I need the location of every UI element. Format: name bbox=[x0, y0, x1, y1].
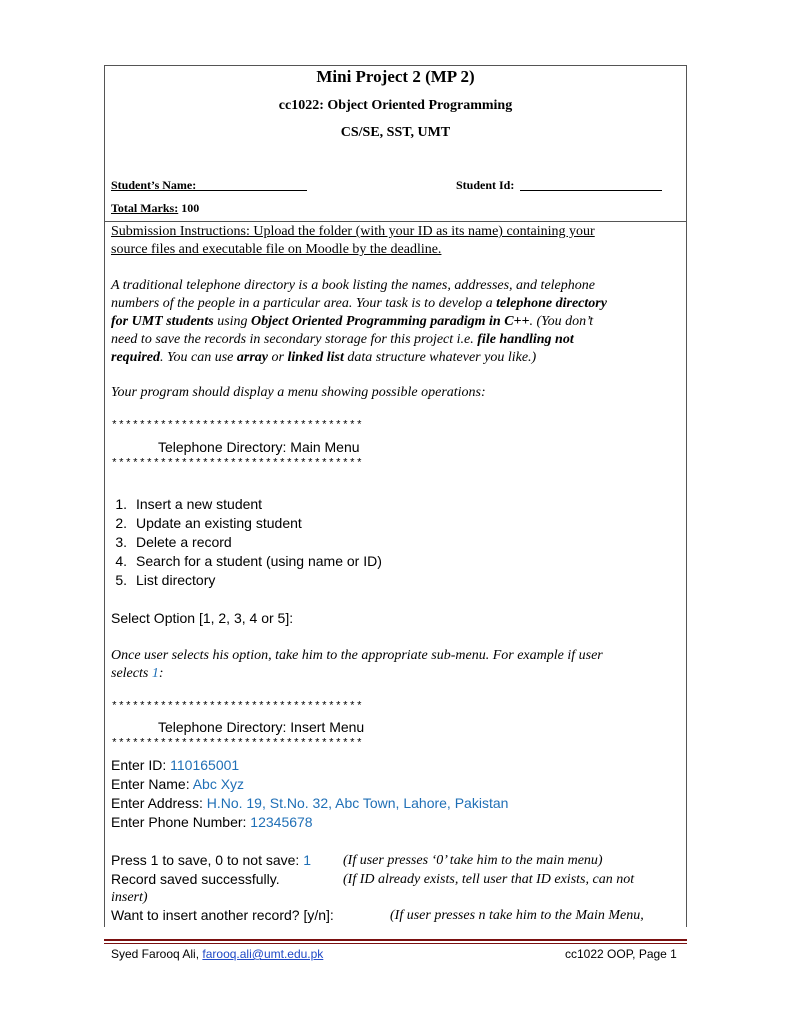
insert-menu-stars-bottom: ************************************ bbox=[111, 738, 364, 750]
enter-address-row: Enter Address: H.No. 19, St.No. 32, Abc Town, Lahore, Pakistan bbox=[111, 795, 509, 811]
intro-line-3: for UMT students using Object Oriented Programming paradigm in C++. (You don’t bbox=[111, 314, 594, 329]
main-menu-stars-bottom: ************************************ bbox=[111, 458, 364, 470]
student-name-label: Student’s Name: bbox=[111, 178, 197, 192]
main-menu-stars-top: ************************************ bbox=[111, 420, 364, 432]
saved-note: (If ID already exists, tell user that ID exists, can not bbox=[343, 872, 635, 887]
student-name-blank bbox=[196, 178, 307, 191]
enter-phone-row: Enter Phone Number: 12345678 bbox=[111, 814, 313, 830]
once-line-1: Once user selects his option, take him to the appropriate sub-menu. For example if user bbox=[111, 648, 603, 663]
menu-item-search: 4. Search for a student (using name or ID) bbox=[115, 553, 382, 569]
enter-id-row: Enter ID: 110165001 bbox=[111, 757, 240, 773]
student-id-label: Student Id: bbox=[456, 178, 515, 192]
insert-another-note: (If user presses n take him to the Main Menu, bbox=[390, 908, 644, 923]
footer-rule-thick bbox=[104, 939, 687, 941]
enter-name-row: Enter Name: Abc Xyz bbox=[111, 776, 245, 792]
intro-line-1: A traditional telephone directory is a book listing the names, addresses, and telephone bbox=[111, 278, 595, 293]
save-prompt-row: Press 1 to save, 0 to not save: 1 bbox=[111, 852, 312, 868]
intro-line-5: required. You can use array or linked list data structure whatever you like.) bbox=[111, 350, 537, 365]
student-id-row bbox=[456, 178, 662, 193]
menu-item-update: 2. Update an existing student bbox=[115, 515, 302, 531]
intro-line-4: need to save the records in secondary storage for this project i.e. file handling not bbox=[111, 332, 574, 347]
saved-note-cont: insert) bbox=[111, 890, 148, 905]
menu-item-delete: 3. Delete a record bbox=[115, 534, 232, 550]
footer-rule-thin bbox=[104, 943, 687, 944]
insert-another-prompt: Want to insert another record? [y/n]: bbox=[111, 907, 334, 923]
intro-line-2: numbers of the people in a particular area. Your task is to develop a telephone directory bbox=[111, 296, 607, 311]
department: CS/SE, SST, UMT bbox=[340, 125, 451, 140]
footer-email-link[interactable]: farooq.ali@umt.edu.pk bbox=[202, 947, 324, 961]
insert-menu-title: Telephone Directory: Insert Menu bbox=[158, 719, 365, 735]
once-line-2: selects 1: bbox=[111, 666, 164, 681]
menu-item-insert: 1. Insert a new student bbox=[115, 496, 263, 512]
insert-menu-stars-top: ************************************ bbox=[111, 701, 364, 713]
select-option-prompt: Select Option [1, 2, 3, 4 or 5]: bbox=[111, 610, 294, 626]
total-marks-row bbox=[111, 201, 199, 216]
footer-author: Syed Farooq Ali, farooq.ali@umt.edu.pk bbox=[111, 947, 324, 961]
student-id-blank bbox=[520, 178, 662, 191]
record-saved-text: Record saved successfully. bbox=[111, 871, 280, 887]
save-note: (If user presses ‘0’ take him to the main menu) bbox=[343, 853, 603, 868]
submission-line-2: source files and executable file on Moodle by the deadline. bbox=[111, 242, 442, 257]
footer-page: cc1022 OOP, Page 1 bbox=[565, 947, 677, 961]
menu-item-list: 5. List directory bbox=[115, 572, 216, 588]
total-marks-label: Total Marks: bbox=[111, 201, 179, 215]
total-marks-value: 100 bbox=[181, 201, 200, 215]
course-title: cc1022: Object Oriented Programming bbox=[278, 98, 513, 113]
main-menu-title: Telephone Directory: Main Menu bbox=[158, 439, 360, 455]
page-title: Mini Project 2 (MP 2) bbox=[316, 67, 475, 86]
header-divider bbox=[104, 221, 687, 222]
submission-line-1: Submission Instructions: Upload the folder (with your ID as its name) containing your bbox=[111, 224, 595, 239]
student-name-row bbox=[111, 178, 307, 193]
menu-prompt: Your program should display a menu showing possible operations: bbox=[111, 385, 486, 400]
